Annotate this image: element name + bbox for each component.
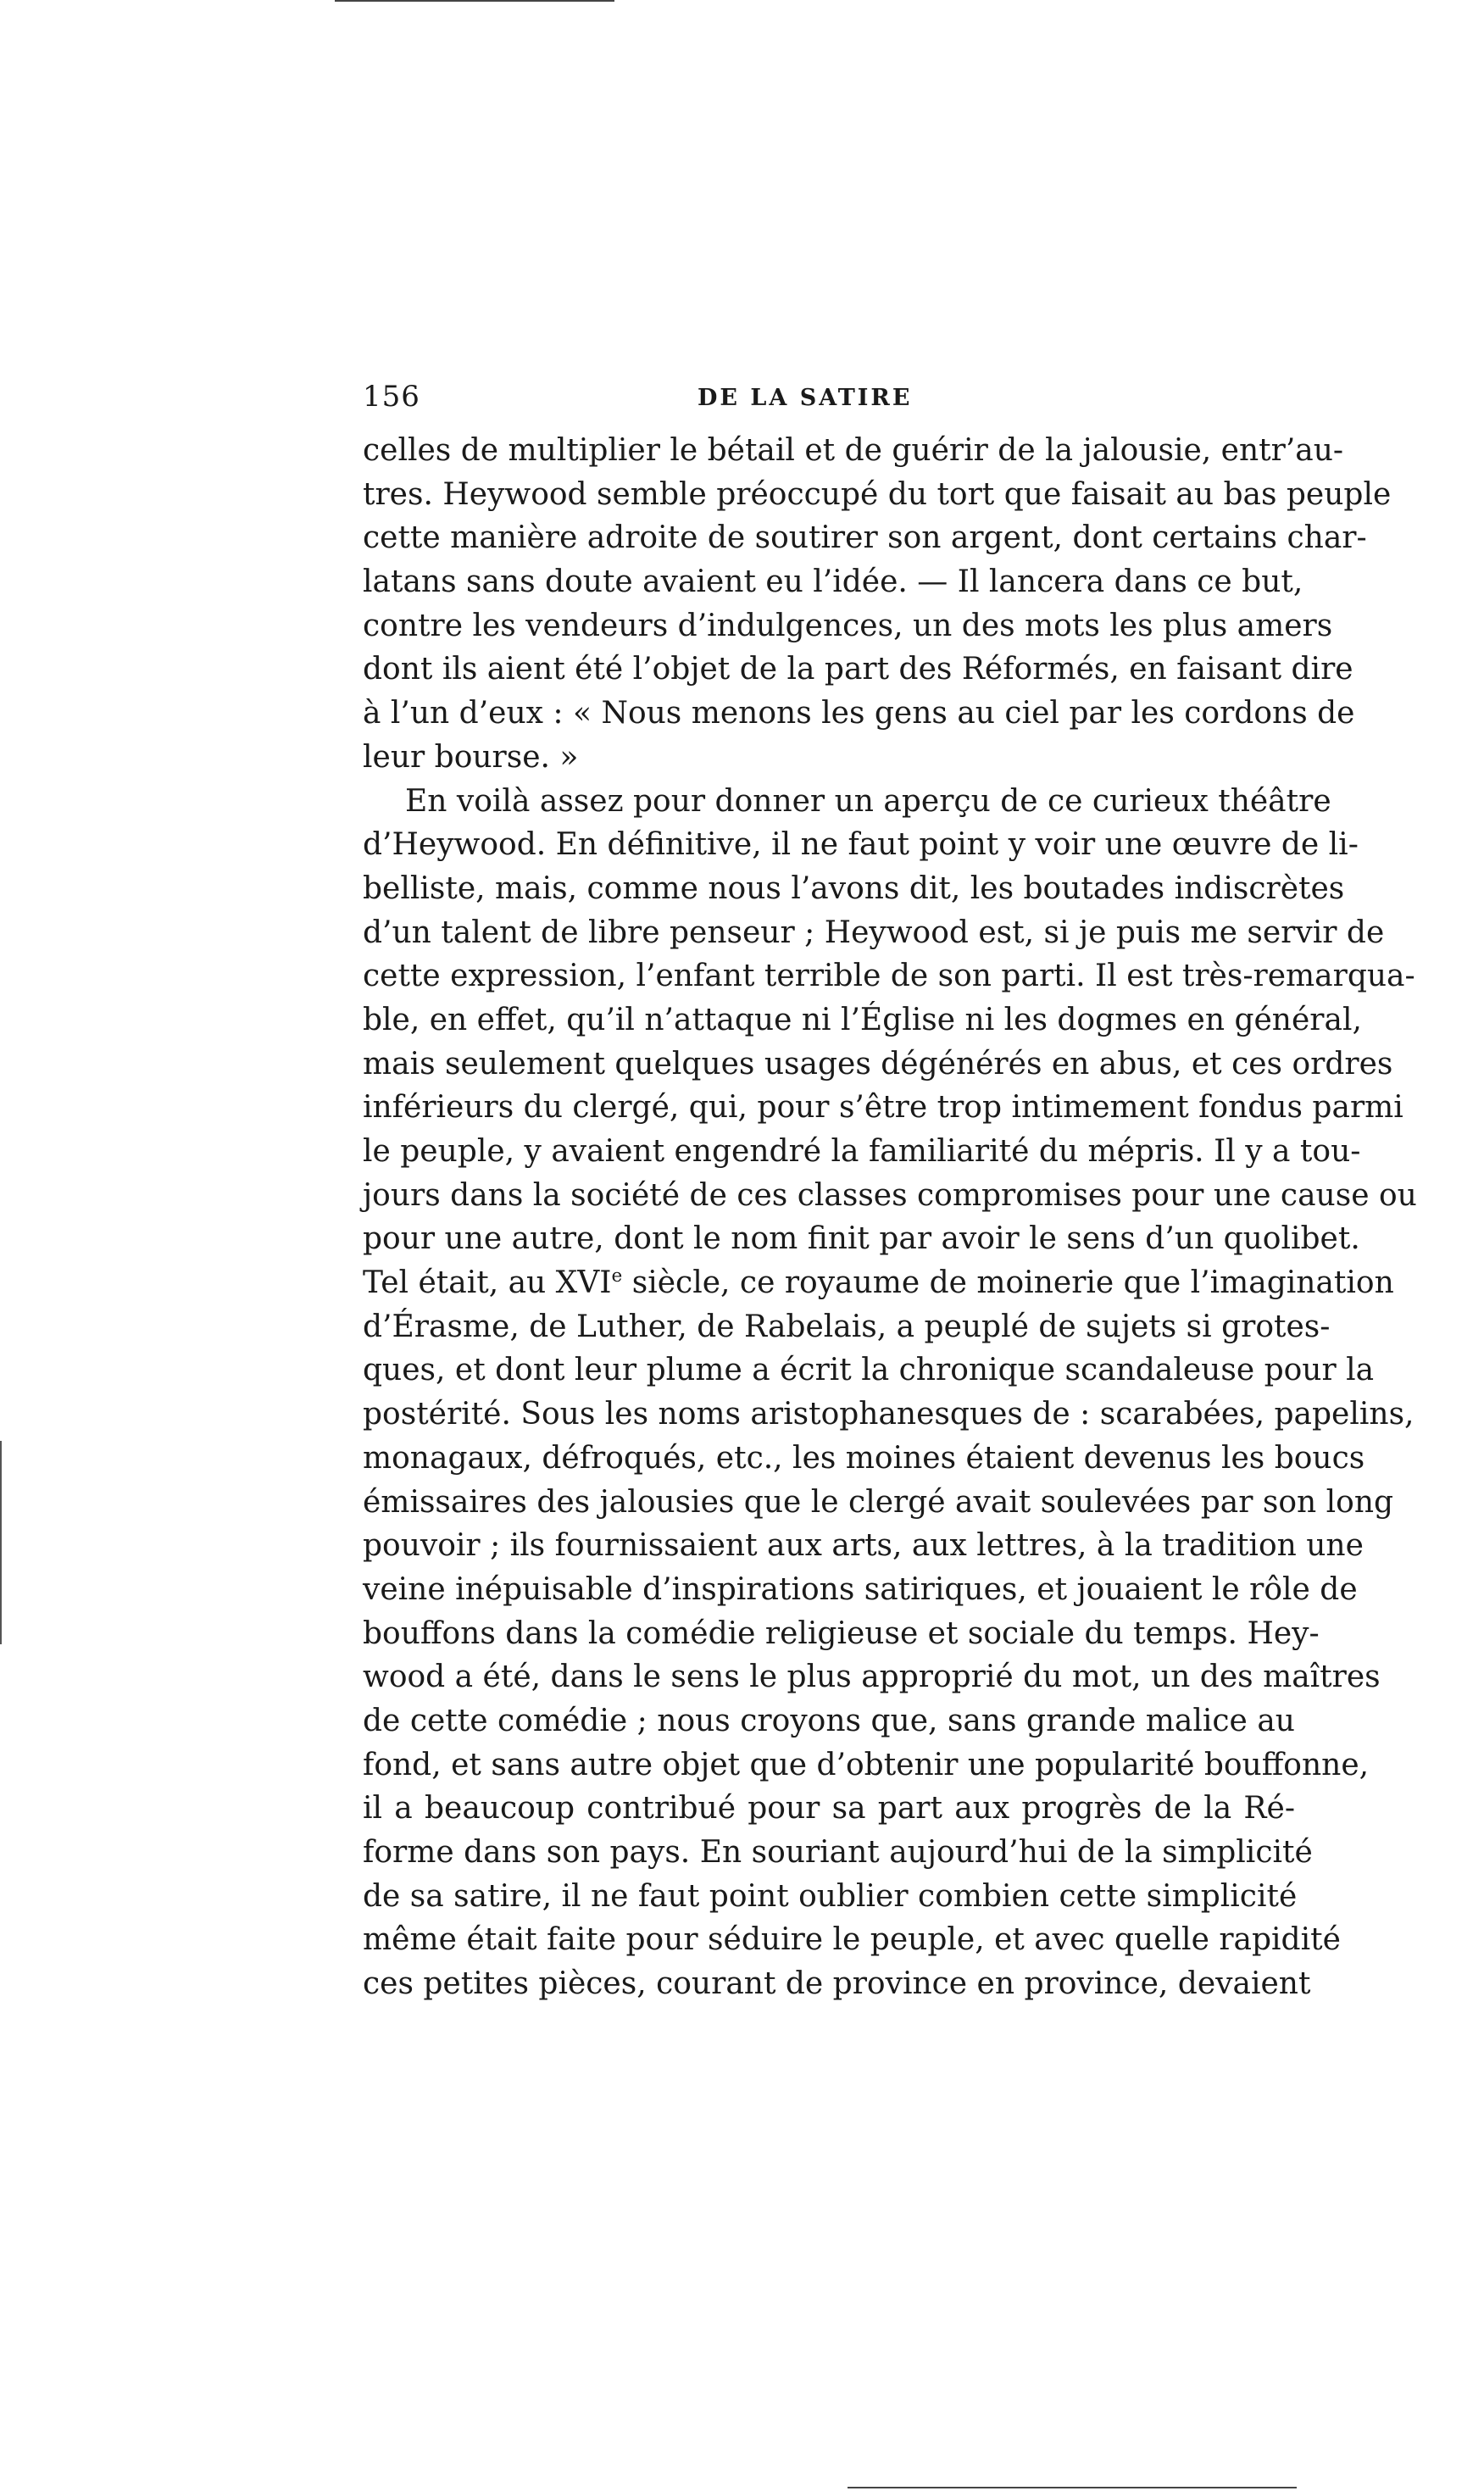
text-line: monagaux, défroqués, etc., les moines étaient devenus les boucs xyxy=(363,1440,1365,1476)
text-line: forme dans son pays. En souriant aujourd’hui de la simplicité xyxy=(363,1835,1313,1870)
text-line: émissaires des jalousies que le clergé avait soulevées par son long xyxy=(363,1484,1394,1520)
text-line: jours dans la société de ces classes compromises pour une cause ou xyxy=(363,1177,1417,1213)
page-number: 156 xyxy=(363,380,420,414)
text-line: même était faite pour séduire le peuple, et avec quelle rapidité xyxy=(363,1922,1341,1958)
text-line: ble, en effet, qu’il n’attaque ni l’Église ni les dogmes en général, xyxy=(363,1002,1362,1037)
text-line: veine inépuisable d’inspirations satiriques, et jouaient le rôle de xyxy=(363,1571,1358,1607)
text-line: le peuple, y avaient engendré la familiarité du mépris. Il y a tou- xyxy=(363,1134,1361,1169)
scan-edge-left xyxy=(0,1441,2,1644)
text-line: d’Heywood. En définitive, il ne faut point y voir une œuvre de li- xyxy=(363,827,1359,863)
text-line: il a beaucoup contribué pour sa part aux progrès de la Ré- xyxy=(363,1791,1295,1827)
text-line: latans sans doute avaient eu l’idée. — Il lancera dans ce but, xyxy=(363,564,1303,600)
text-line: ces petites pièces, courant de province en province, devaient xyxy=(363,1966,1311,2002)
text-line: wood a été, dans le sens le plus approprié du mot, un des maîtres xyxy=(363,1660,1381,1695)
text-line: bouffons dans la comédie religieuse et sociale du temps. Hey- xyxy=(363,1615,1320,1651)
text-line: de cette comédie ; nous croyons que, sans grande malice au xyxy=(363,1703,1295,1738)
text-fragment: Tel était, au XVI xyxy=(363,1265,612,1301)
text-line: de sa satire, il ne faut point oublier combien cette simplicité xyxy=(363,1878,1298,1914)
text-line: ques, et dont leur plume a écrit la chronique scandaleuse pour la xyxy=(363,1353,1375,1388)
text-line: leur bourse. » xyxy=(363,739,579,775)
text-line: cette manière adroite de soutirer son argent, dont certains char- xyxy=(363,520,1367,556)
text-line: cette expression, l’enfant terrible de son parti. Il est très-remarqua- xyxy=(363,959,1415,994)
text-line: En voilà assez pour donner un aperçu de ce curieux théâtre xyxy=(405,783,1331,819)
text-line: fond, et sans autre objet que d’obtenir une popularité bouffonne, xyxy=(363,1747,1370,1782)
text-line: à l’un d’eux : « Nous menons les gens au ciel par les cordons de xyxy=(363,696,1355,731)
scan-edge-bottom xyxy=(848,2487,1297,2488)
text-line: celles de multiplier le bétail et de guérir de la jalousie, entr’au- xyxy=(363,433,1344,468)
text-line-xvi xyxy=(363,1261,1394,1305)
running-head: DE LA SATIRE xyxy=(698,385,913,411)
text-line: dont ils aient été l’objet de la part des Réformés, en faisant dire xyxy=(363,652,1353,687)
text-line: pouvoir ; ils fournissaient aux arts, aux lettres, à la tradition une xyxy=(363,1528,1364,1564)
text-line: inférieurs du clergé, qui, pour s’être trop intimement fondus parmi xyxy=(363,1090,1403,1126)
body-text xyxy=(363,429,1417,2006)
scan-edge-top xyxy=(335,0,614,2)
text-line: d’Érasme, de Luther, de Rabelais, a peuplé de sujets si grotes- xyxy=(363,1309,1331,1344)
text-line: d’un talent de libre penseur ; Heywood est, si je puis me servir de xyxy=(363,915,1385,950)
text-line: contre les vendeurs d’indulgences, un des mots les plus amers xyxy=(363,608,1333,643)
text-line: pour une autre, dont le nom finit par avoir le sens d’un quolibet. xyxy=(363,1221,1360,1257)
text-line: mais seulement quelques usages dégénérés en abus, et ces ordres xyxy=(363,1046,1393,1081)
text-fragment: siècle, ce royaume de moinerie que l’imagination xyxy=(622,1265,1394,1301)
text-line: postérité. Sous les noms aristophanesques de : scarabées, papelins, xyxy=(363,1397,1415,1432)
text-line: tres. Heywood semble préoccupé du tort que faisait au bas peuple xyxy=(363,476,1392,512)
text-line: belliste, mais, comme nous l’avons dit, les boutades indiscrètes xyxy=(363,870,1345,906)
page-header xyxy=(363,380,1295,422)
superscript: e xyxy=(611,1265,623,1287)
